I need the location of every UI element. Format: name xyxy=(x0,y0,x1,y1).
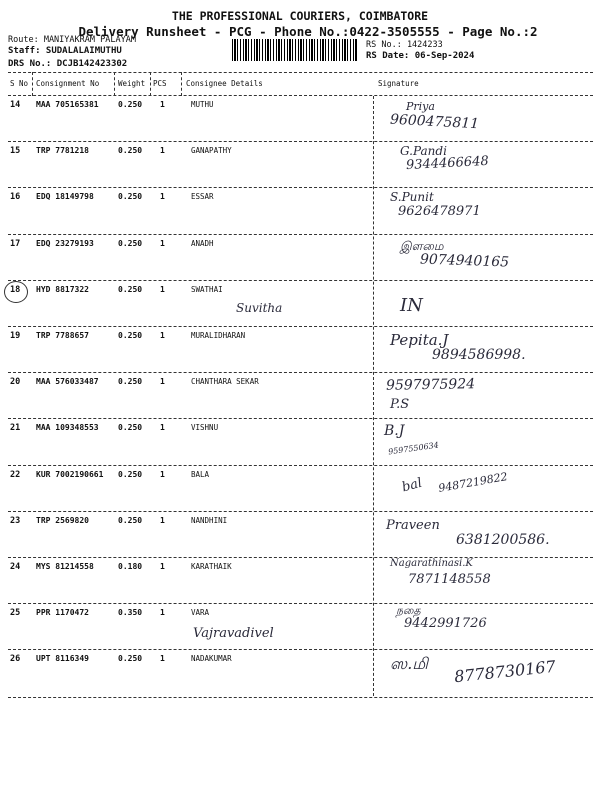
pcs-value: 1 xyxy=(160,515,165,525)
consignee-name: BALA xyxy=(191,469,210,479)
row-sno: 25 xyxy=(10,608,21,619)
consignee-name: VARA xyxy=(191,608,210,618)
signature-name: Praveen xyxy=(386,517,440,533)
table-row xyxy=(8,558,593,605)
signature-name: bal xyxy=(400,475,424,495)
consignment-number: TRP 2569820 xyxy=(36,515,89,525)
table-row xyxy=(8,96,593,143)
pcs-value: 1 xyxy=(160,423,165,433)
pcs-value: 1 xyxy=(160,146,165,156)
row-sno: 16 xyxy=(10,192,21,203)
consignment-number: MAA 109348553 xyxy=(36,423,99,433)
route-label: Route: MANIYAKRAM PALAYAM xyxy=(8,35,136,45)
pcs-value: 1 xyxy=(160,469,165,479)
row-sno: 24 xyxy=(10,562,21,572)
consignee-name: KARATHAIK xyxy=(191,562,232,571)
table-row xyxy=(8,142,593,189)
signature-phone: 9600475811 xyxy=(389,111,480,133)
table-row xyxy=(8,650,593,697)
table-row xyxy=(8,281,593,328)
pcs-value: 1 xyxy=(160,377,165,387)
header-top-rule xyxy=(8,72,593,73)
signature-phone: 8778730167 xyxy=(453,657,557,687)
row-sno: 15 xyxy=(10,146,21,157)
col-divider xyxy=(181,72,182,96)
weight-value: 0.350 xyxy=(118,608,143,618)
pcs-value: 1 xyxy=(160,284,165,294)
barcode-image xyxy=(232,39,358,61)
table-row xyxy=(8,604,593,651)
weight-value: 0.250 xyxy=(118,100,143,109)
weight-value: 0.250 xyxy=(118,284,143,294)
consignment-number: MAA 576033487 xyxy=(36,377,99,387)
table-row xyxy=(8,188,593,235)
weight-value: 0.250 xyxy=(118,423,143,433)
pcs-value: 1 xyxy=(160,654,165,664)
signature-name: S.Punit xyxy=(390,190,434,205)
row-sno: 14 xyxy=(10,100,21,110)
consignee-name: GANAPATHY xyxy=(191,146,232,156)
consignee-name: NADAKUMAR xyxy=(191,654,232,664)
signature-name: Priya xyxy=(406,100,435,113)
col-signature: Signature xyxy=(378,79,419,88)
signature-phone: 9597550634 xyxy=(387,440,440,457)
consignee-name: CHANTHARA SEKAR xyxy=(191,377,259,387)
weight-value: 0.250 xyxy=(118,192,143,202)
consignee-name: NANDHINI xyxy=(191,515,228,525)
consignee-name: VISHNU xyxy=(191,423,219,433)
signature-name: B.J xyxy=(384,423,405,440)
signature-phone: 9074940165 xyxy=(419,251,510,271)
pcs-value: 1 xyxy=(160,562,165,571)
signature-phone: 6381200586. xyxy=(456,531,550,548)
signature-name: இளமை xyxy=(400,238,444,253)
row-sno: 17 xyxy=(10,238,21,249)
rs-date: RS Date: 06-Sep-2024 xyxy=(366,51,475,61)
consignment-number: UPT 8116349 xyxy=(36,654,89,664)
signature-name: Pepita.J xyxy=(390,331,449,349)
consignee-name: MURALIDHARAN xyxy=(191,331,246,340)
company-title: THE PROFESSIONAL COURIERS, COIMBATORE xyxy=(171,9,429,23)
signature-name: G.Pandi xyxy=(400,144,447,159)
table-row xyxy=(8,512,593,559)
consignment-number: TRP 7788657 xyxy=(36,331,89,340)
col-divider xyxy=(114,72,115,96)
row-sno: 18 xyxy=(10,284,21,295)
weight-value: 0.250 xyxy=(118,515,143,525)
row-sno: 23 xyxy=(10,515,21,526)
pcs-value: 1 xyxy=(160,100,165,109)
staff-label: Staff: SUDALALAIMUTHU xyxy=(8,46,122,56)
weight-value: 0.250 xyxy=(118,146,143,156)
signature-phone: 9487219822 xyxy=(437,469,509,495)
pcs-value: 1 xyxy=(160,192,165,202)
weight-value: 0.250 xyxy=(118,238,143,248)
consignee-name: MUTHU xyxy=(191,100,214,109)
row-sno: 19 xyxy=(10,331,21,341)
table-row xyxy=(8,235,593,282)
consignment-number: KUR 7002190661 xyxy=(36,469,104,479)
row-sno: 26 xyxy=(10,654,21,665)
table-row xyxy=(8,327,593,374)
consignment-number: TRP 7781218 xyxy=(36,146,89,156)
signature-phone: 9442991726 xyxy=(404,616,487,632)
consignment-number: HYD 8817322 xyxy=(36,284,89,294)
runsheet-title: Delivery Runsheet - PCG - Phone No.:0422-3505555 - Page No.:2 xyxy=(78,24,538,39)
signature-name: நதை xyxy=(396,604,421,618)
col-consignment: Consignment No xyxy=(36,79,100,88)
pcs-value: 1 xyxy=(160,331,165,340)
weight-value: 0.250 xyxy=(118,377,143,387)
table-row xyxy=(8,419,593,466)
weight-value: 0.250 xyxy=(118,654,143,664)
row-sno: 20 xyxy=(10,377,21,388)
signature-phone: 9344466648 xyxy=(405,154,490,174)
weight-value: 0.250 xyxy=(118,469,143,479)
col-divider xyxy=(32,72,33,96)
table-row xyxy=(8,373,593,420)
col-sno: S No xyxy=(10,79,29,88)
consignee-name: SWATHAI xyxy=(191,284,223,294)
drs-number: DRS No.: DCJB142423302 xyxy=(8,59,128,69)
consignment-number: PPR 1170472 xyxy=(36,608,89,618)
consignment-number: MYS 81214558 xyxy=(36,562,94,571)
consignee-name: ESSAR xyxy=(191,192,214,202)
signature-name: Suvitha xyxy=(236,300,283,315)
signature-name: 9597975924 xyxy=(385,376,476,394)
pen-circle-mark xyxy=(4,281,28,303)
row-sno: 21 xyxy=(10,423,21,434)
signature-name: Nagarathinasi.K xyxy=(390,558,473,569)
col-pcs: PCS xyxy=(153,79,167,88)
signature-phone: 9894586998. xyxy=(432,347,526,363)
weight-value: 0.250 xyxy=(118,331,143,340)
consignee-name: ANADH xyxy=(191,238,214,248)
consignment-number: EDQ 23279193 xyxy=(36,238,94,248)
signature-phone: 9626478971 xyxy=(398,204,481,220)
signature-phone: 7871148558 xyxy=(408,572,491,587)
col-weight: Weight xyxy=(118,79,146,88)
row-sno: 22 xyxy=(10,469,21,480)
table-row xyxy=(8,466,593,513)
signature-name: ஸ.மி xyxy=(390,654,429,674)
signature-phone: P.S xyxy=(390,397,410,413)
handwritten-consignee: Vajravadivel xyxy=(193,626,274,642)
pcs-value: 1 xyxy=(160,608,165,618)
pcs-value: 1 xyxy=(160,238,165,248)
table-end-rule xyxy=(8,697,593,698)
rs-number: RS No.: 1424233 xyxy=(366,40,443,50)
signature-phone: IN xyxy=(400,294,423,316)
consignment-number: EDQ 18149798 xyxy=(36,192,94,202)
consignment-number: MAA 705165381 xyxy=(36,100,99,109)
col-divider xyxy=(150,72,151,96)
weight-value: 0.180 xyxy=(118,562,143,571)
col-consignee: Consignee Details xyxy=(186,79,263,88)
